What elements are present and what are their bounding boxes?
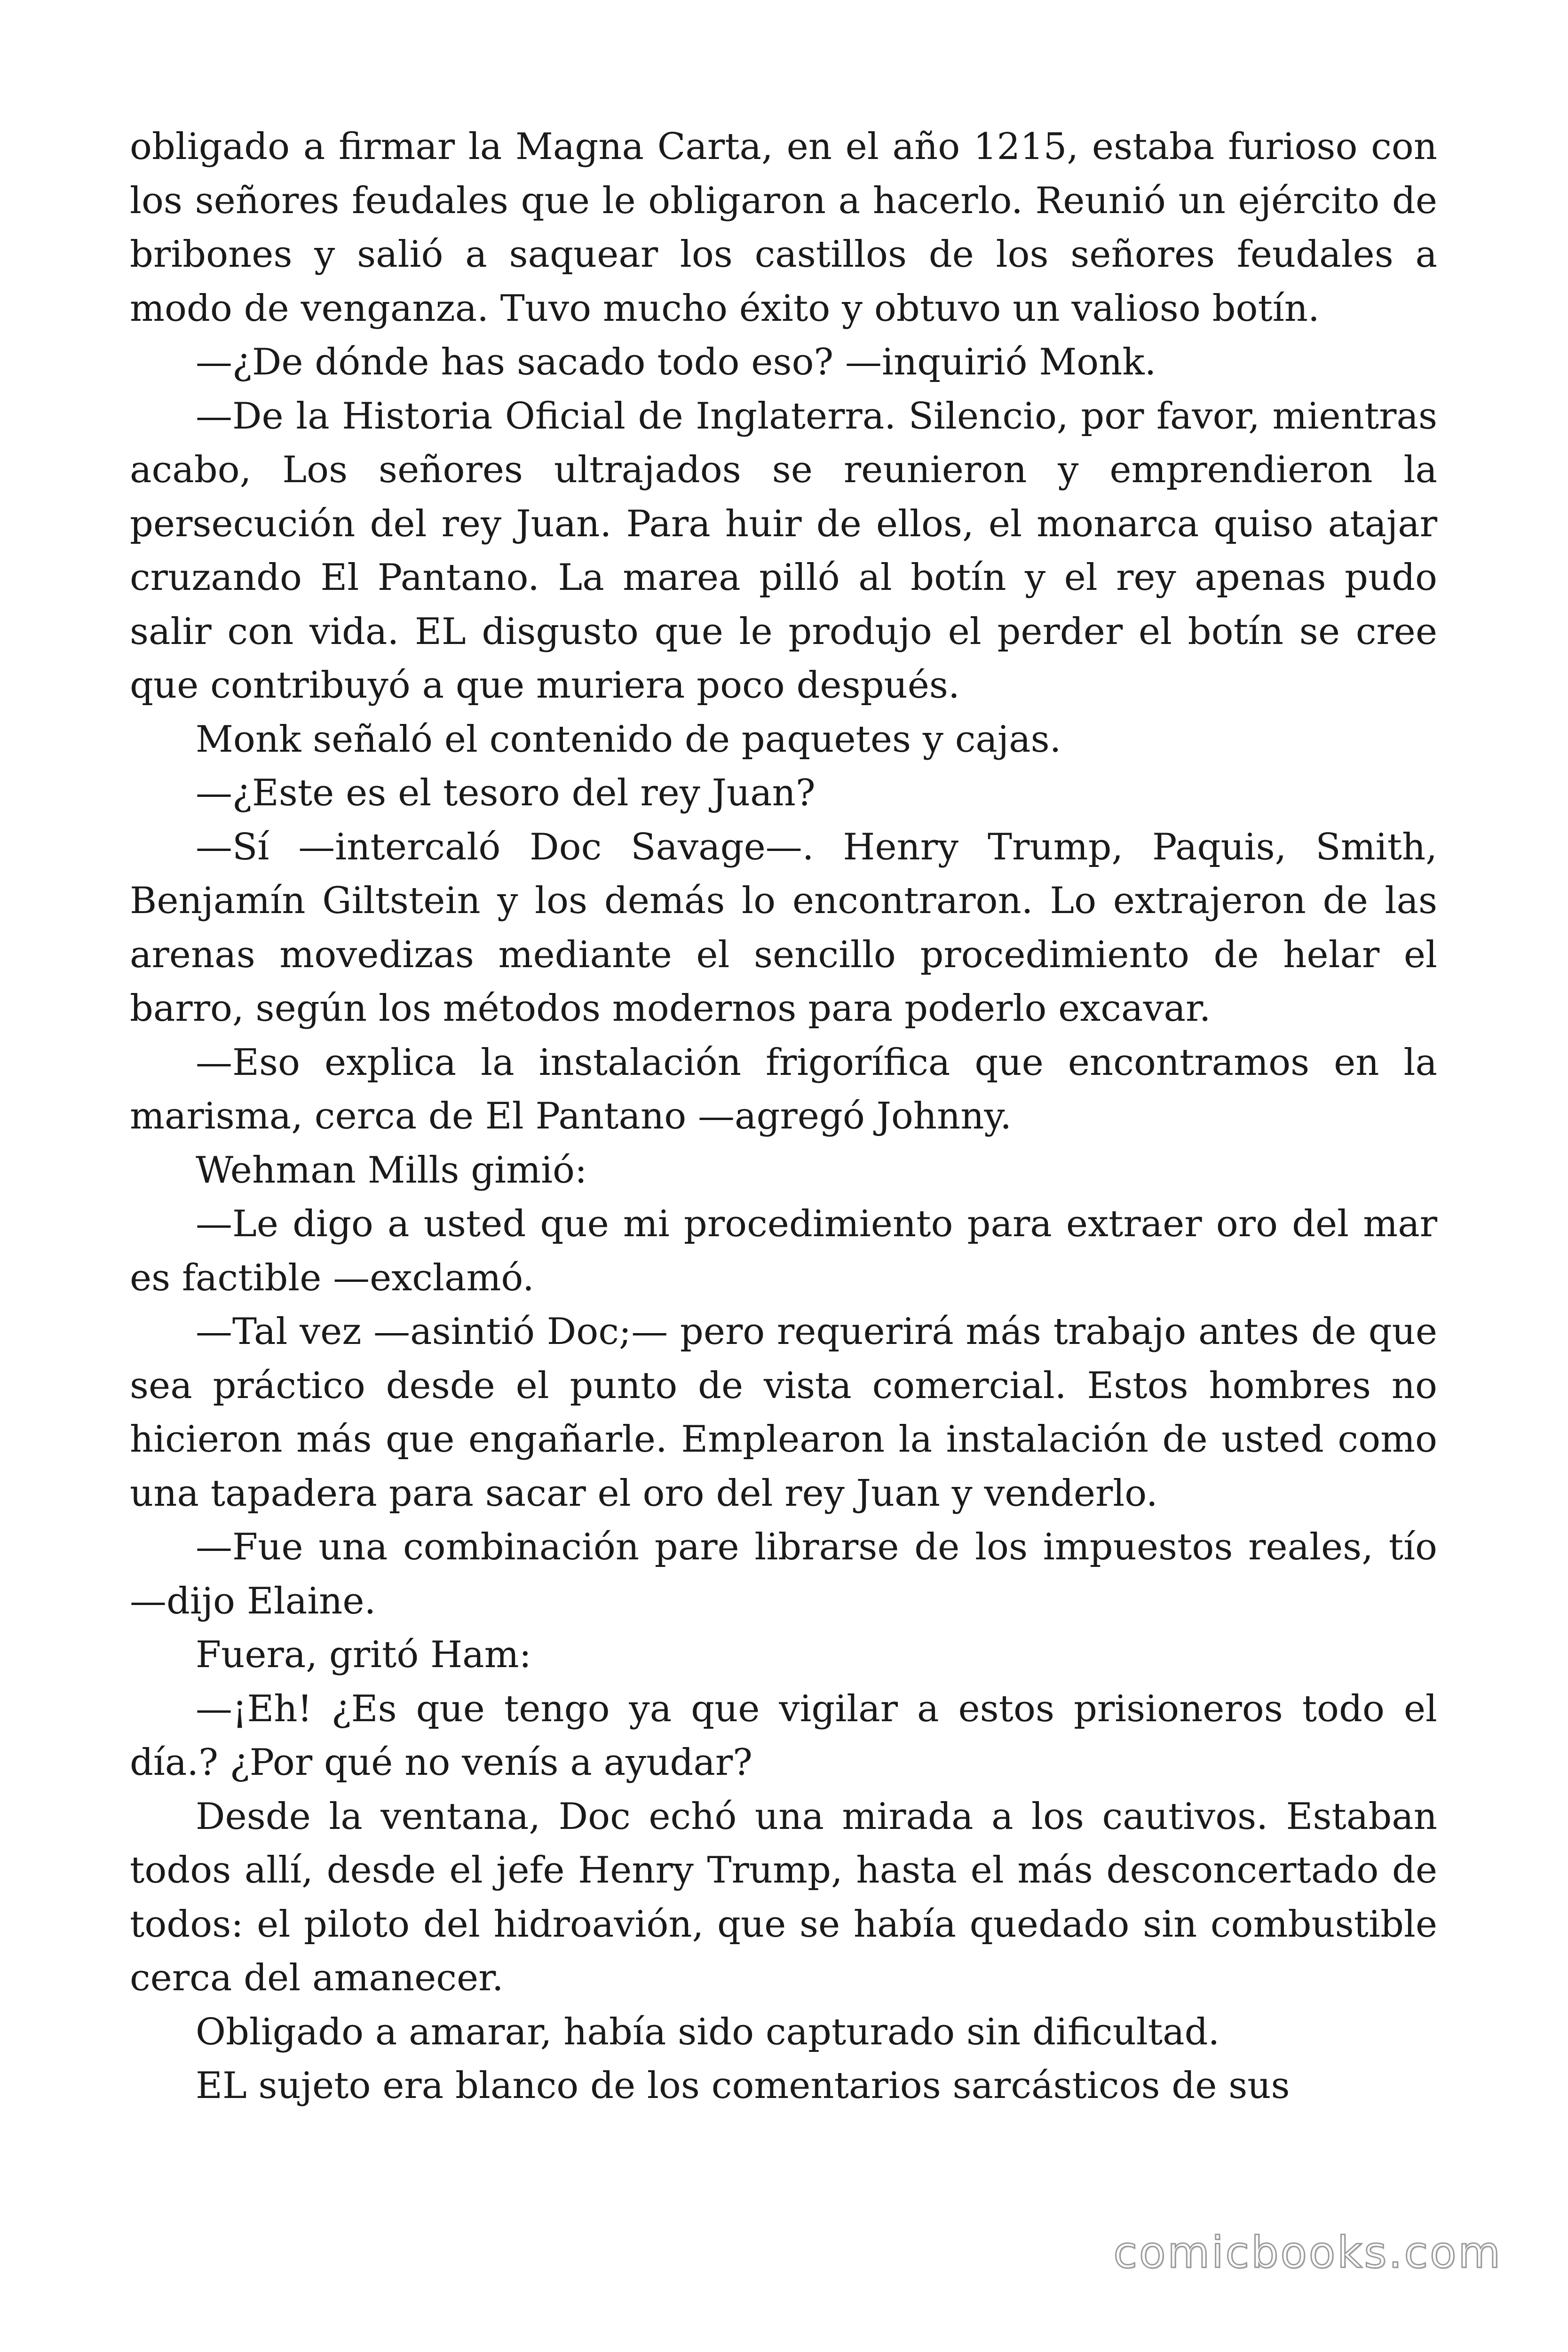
paragraph: obligado a firmar la Magna Carta, en el año 1215, estaba furioso con los señores feudales que le obligaron a hacerlo. Reunió un ejército de bribones y salió a saquear los castillos de los señores feudales a modo de venganza. Tuvo mucho éxito y obtuvo un valioso botín. [130, 126, 1437, 330]
watermark: comicbooks.com [1113, 2227, 1502, 2278]
paragraph: —¿Este es el tesoro del rey Juan? [196, 772, 816, 814]
paragraph: —¿De dónde has sacado todo eso? —inquirió Monk. [196, 341, 1156, 383]
paragraph: —De la Historia Oficial de Inglaterra. Silencio, por favor, mientras acabo, Los señores ultrajados se reunieron y emprendieron la persecución del rey Juan. Para huir de ellos, el monarca quiso atajar cruzando El Pantano. La marea pilló al botín y el rey apenas pudo salir con vida. EL disgusto que le produjo el perder el botín se cree que contribuyó a que muriera poco después. [130, 395, 1437, 707]
paragraph: —Fue una combinación pare librarse de los impuestos reales, tío —dijo Elaine. [130, 1526, 1437, 1622]
paragraph: Fuera, gritó Ham: [196, 1634, 531, 1676]
paragraph: —Tal vez —asintió Doc;— pero requerirá más trabajo antes de que sea práctico desde el punto de vista comercial. Estos hombres no hicieron más que engañarle. Emplearon la instalación de usted como una tapadera para sacar el oro del rey Juan y venderlo. [130, 1311, 1437, 1515]
paragraph: —Le digo a usted que mi procedimiento para extraer oro del mar es factible —exclamó. [130, 1203, 1437, 1299]
paragraph: —¡Eh! ¿Es que tengo ya que vigilar a estos prisioneros todo el día.? ¿Por qué no venís a ayudar? [130, 1687, 1437, 1784]
paragraph: Desde la ventana, Doc echó una mirada a los cautivos. Estaban todos allí, desde el jefe Henry Trump, hasta el más desconcertado de todos: el piloto del hidroavión, que se había quedado sin combustible cerca del amanecer. [130, 1795, 1437, 1999]
paragraph: —Eso explica la instalación frigorífica que encontramos en la marisma, cerca de El Pantano —agregó Johnny. [130, 1041, 1437, 1137]
paragraph: —Sí —intercaló Doc Savage—. Henry Trump, Paquis, Smith, Benjamín Giltstein y los demás lo encontraron. Lo extrajeron de las arenas movedizas mediante el sencillo procedimiento de helar el barro, según los métodos modernos para poderlo excavar. [130, 826, 1437, 1030]
body-text [130, 120, 1437, 2113]
paragraph: Obligado a amarar, había sido capturado sin dificultad. [196, 2010, 1220, 2053]
paragraph: EL sujeto era blanco de los comentarios sarcásticos de sus [196, 2065, 1290, 2107]
paragraph: Wehman Mills gimió: [196, 1149, 587, 1192]
paragraph: Monk señaló el contenido de paquetes y cajas. [196, 718, 1061, 761]
